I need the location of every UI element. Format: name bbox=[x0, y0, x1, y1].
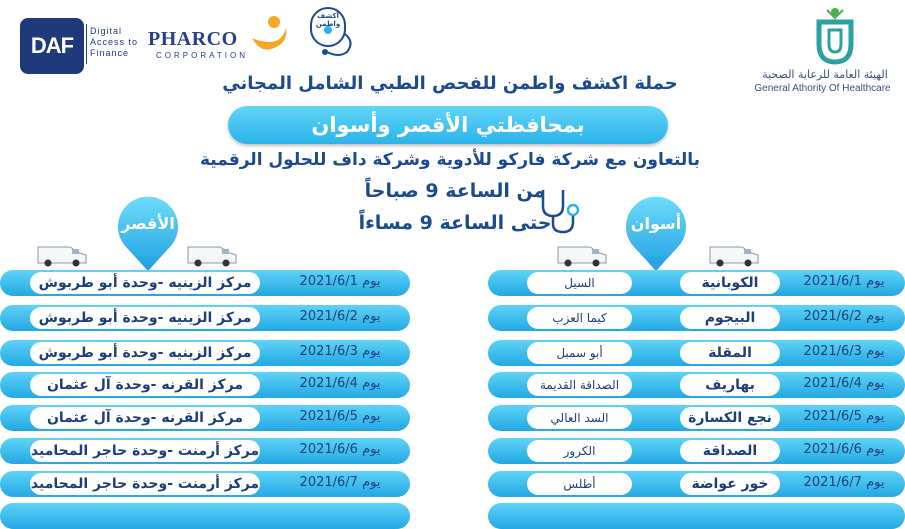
row-place-secondary: السد العالي bbox=[527, 407, 632, 429]
aswan-pin-icon bbox=[620, 195, 692, 273]
aswan-label: أسوان bbox=[630, 214, 682, 233]
row-place-secondary: أطلس bbox=[527, 473, 632, 495]
gah-name-arabic: الهيئة العامة للرعاية الصحية bbox=[762, 68, 888, 81]
stethoscope-icon bbox=[535, 186, 585, 236]
pharco-logo-sub: CORPORATION bbox=[156, 51, 248, 60]
row-place: مركز أرمنت -وحدة حاجر المحاميد bbox=[30, 473, 260, 495]
row-date: يوم 2021/6/1 bbox=[803, 274, 885, 289]
kashef-logo-text: اكشف واطمن bbox=[315, 12, 341, 28]
row-place-primary: خور عواضة bbox=[680, 473, 780, 495]
daf-line-3: Finance bbox=[90, 48, 130, 58]
row-date: يوم 2021/6/6 bbox=[803, 442, 885, 457]
schedule-row bbox=[488, 503, 905, 529]
row-date: يوم 2021/6/3 bbox=[803, 344, 885, 359]
row-place-primary: البيجوم bbox=[680, 307, 780, 329]
row-place-secondary: الصداقة القديمة bbox=[527, 374, 632, 396]
row-place: مركز أرمنت -وحدة حاجر المحاميد bbox=[30, 440, 260, 462]
row-place: مركز القرنه -وحدة آل عثمان bbox=[30, 374, 260, 396]
row-date: يوم 2021/6/7 bbox=[299, 475, 381, 490]
row-date: يوم 2021/6/6 bbox=[299, 442, 381, 457]
row-date: يوم 2021/6/2 bbox=[299, 309, 381, 324]
row-place-secondary: أبو سمبل bbox=[527, 342, 632, 364]
row-date: يوم 2021/6/5 bbox=[803, 409, 885, 424]
row-date: يوم 2021/6/2 bbox=[803, 309, 885, 324]
row-place-secondary: كيما العزب bbox=[527, 307, 632, 329]
van-icon bbox=[186, 243, 238, 267]
row-date: يوم 2021/6/4 bbox=[803, 376, 885, 391]
partnership-text: بالتعاون مع شركة فاركو للأدوية وشركة داف للحلول الرقمية bbox=[199, 150, 701, 170]
row-place: مركز الزينيه -وحدة أبو طربوش bbox=[30, 272, 260, 294]
time-to: حتى الساعة 9 مساءاً bbox=[358, 212, 552, 234]
row-date: يوم 2021/6/7 bbox=[803, 475, 885, 490]
gah-name-english: General Athority Of Healthcare bbox=[754, 83, 891, 94]
row-date: يوم 2021/6/1 bbox=[299, 274, 381, 289]
daf-divider bbox=[86, 24, 87, 64]
daf-line-1: Digital bbox=[90, 26, 123, 36]
row-place-secondary: الكرور bbox=[527, 440, 632, 462]
governorates-banner: بمحافظتي الأقصر وأسوان bbox=[228, 106, 668, 144]
van-icon bbox=[708, 243, 760, 267]
gah-logo-icon bbox=[805, 4, 865, 66]
schedule-row bbox=[0, 503, 410, 529]
row-place-primary: الكوبانية bbox=[680, 272, 780, 294]
time-from: من الساعة 9 صباحاً bbox=[364, 180, 546, 202]
daf-tagline bbox=[90, 26, 138, 59]
daf-logo: DAF bbox=[20, 18, 84, 74]
row-place: مركز الزينيه -وحدة أبو طربوش bbox=[30, 307, 260, 329]
row-place: مركز القرنه -وحدة آل عثمان bbox=[30, 407, 260, 429]
row-place-primary: نجع الكسارة bbox=[680, 407, 780, 429]
row-date: يوم 2021/6/3 bbox=[299, 344, 381, 359]
row-date: يوم 2021/6/5 bbox=[299, 409, 381, 424]
row-place-primary: المقلة bbox=[680, 342, 780, 364]
row-place-primary: الصداقة bbox=[680, 440, 780, 462]
pharco-swoosh-icon bbox=[248, 12, 294, 58]
row-place-primary: بهاريف bbox=[680, 374, 780, 396]
daf-line-2: Access to bbox=[90, 37, 139, 47]
van-icon bbox=[36, 243, 88, 267]
luxor-label: الأقصر bbox=[121, 214, 175, 233]
row-place: مركز الزينيه -وحدة أبو طربوش bbox=[30, 342, 260, 364]
campaign-title: حملة اكشف واطمن للفحص الطبي الشامل المجاني bbox=[222, 73, 678, 94]
pharco-logo-name: PHARCO bbox=[148, 28, 238, 50]
row-date: يوم 2021/6/4 bbox=[299, 376, 381, 391]
luxor-pin-icon bbox=[112, 195, 184, 273]
row-place-secondary: السيل bbox=[527, 272, 632, 294]
van-icon bbox=[556, 243, 608, 267]
